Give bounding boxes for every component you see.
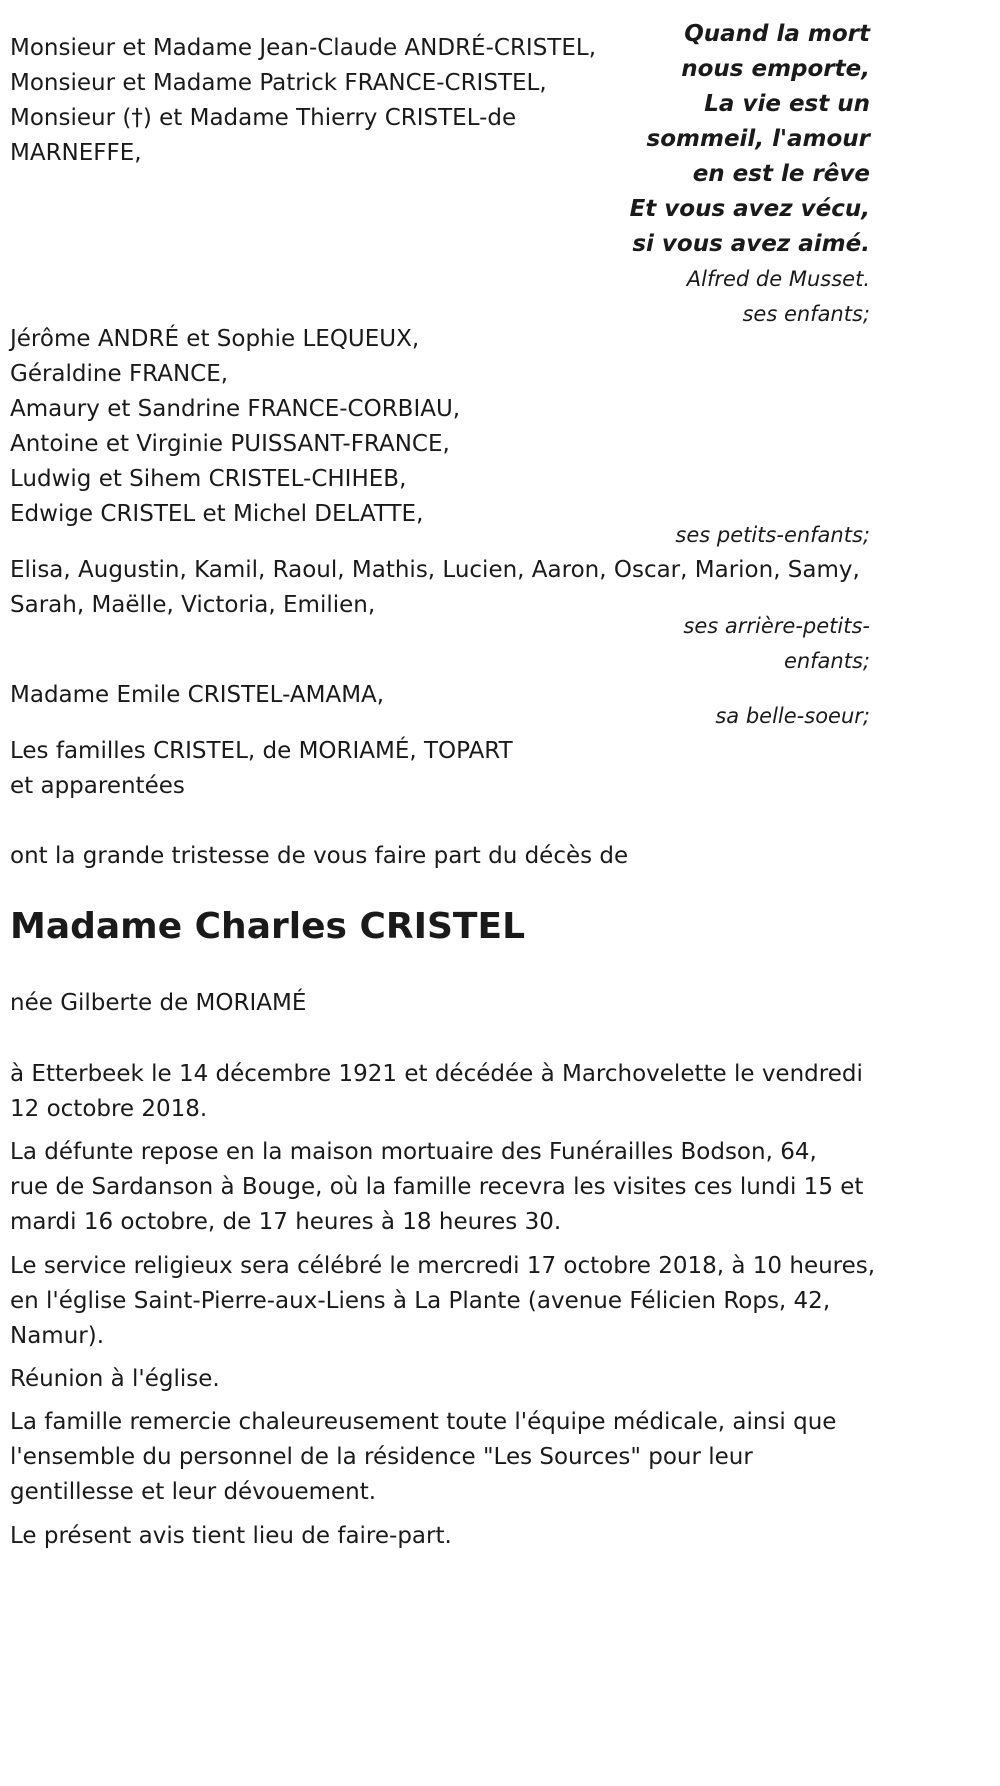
grandchildren-role: ses petits-enfants; <box>675 523 870 547</box>
poem-line: La vie est un <box>704 91 870 117</box>
grandchild-line: Géraldine FRANCE, <box>10 361 229 387</box>
children-role: ses enfants; <box>742 302 870 326</box>
paragraph-line: 12 octobre 2018. <box>10 1096 208 1122</box>
paragraph-line: mardi 16 octobre, de 17 heures à 18 heures 30. <box>10 1209 562 1235</box>
parents-list <box>10 31 596 171</box>
parents-line: Monsieur et Madame Patrick FRANCE-CRISTEL, <box>10 70 547 96</box>
parents-line: Monsieur (†) et Madame Thierry CRISTEL-de <box>10 105 517 131</box>
parents-line: Monsieur et Madame Jean-Claude ANDRÉ-CRISTEL, <box>10 35 597 61</box>
grandchild-line: Amaury et Sandrine FRANCE-CORBIAU, <box>10 396 461 422</box>
paragraph-line: Le service religieux sera célébré le mercredi 17 octobre 2018, à 10 heures, <box>10 1253 876 1279</box>
families <box>10 734 513 804</box>
paragraph-line: La défunte repose en la maison mortuaire des Funérailles Bodson, 64, <box>10 1139 817 1165</box>
poem-line: en est le rêve <box>692 161 870 187</box>
paragraph-line: rue de Sardanson à Bouge, où la famille recevra les visites ces lundi 15 et <box>10 1174 864 1200</box>
deceased-name: Madame Charles CRISTEL <box>10 906 526 947</box>
paragraph-funeral-home <box>10 1135 863 1240</box>
paragraph-reunion <box>10 1362 220 1397</box>
poem-line: sommeil, l'amour <box>646 126 870 152</box>
sister-in-law-role: sa belle-soeur; <box>715 704 870 728</box>
families-line: et apparentées <box>10 773 185 799</box>
paragraph-notice <box>10 1519 452 1554</box>
paragraph-birth-death <box>10 1057 863 1127</box>
paragraph-line: à Etterbeek le 14 décembre 1921 et décédée à Marchovelette le vendredi <box>10 1061 863 1087</box>
paragraph-service <box>10 1249 875 1354</box>
poem-line: nous emporte, <box>681 56 870 82</box>
grandchild-line: Jérôme ANDRÉ et Sophie LEQUEUX, <box>10 326 420 352</box>
poem-line: si vous avez aimé. <box>632 231 870 257</box>
poem-line: Quand la mort <box>684 21 870 47</box>
paragraph-line: Namur). <box>10 1323 105 1349</box>
poem <box>630 17 870 332</box>
grandchild-line: Edwige CRISTEL et Michel DELATTE, <box>10 501 424 527</box>
paragraph-line: La famille remercie chaleureusement toute l'équipe médicale, ainsi que <box>10 1409 837 1435</box>
paragraph-line: l'ensemble du personnel de la résidence "Les Sources" pour leur <box>10 1444 753 1470</box>
paragraph-line: gentillesse et leur dévouement. <box>10 1479 377 1505</box>
paragraph-line: Le présent avis tient lieu de faire-part. <box>10 1523 452 1549</box>
grandchild-line: Antoine et Virginie PUISSANT-FRANCE, <box>10 431 450 457</box>
great-grandchildren-role <box>683 609 870 679</box>
families-line: Les familles CRISTEL, de MORIAMÉ, TOPART <box>10 738 513 764</box>
great-grandchild-line: Elisa, Augustin, Kamil, Raoul, Mathis, Lucien, Aaron, Oscar, Marion, Samy, <box>10 557 860 583</box>
parents-line: MARNEFFE, <box>10 140 142 166</box>
paragraph-thanks <box>10 1405 836 1510</box>
poem-line: Et vous avez vécu, <box>629 196 870 222</box>
great-grandchildren-role-line: ses arrière-petits- <box>683 614 870 638</box>
birth-name: née Gilberte de MORIAMÉ <box>10 990 307 1016</box>
announcement: ont la grande tristesse de vous faire part du décès de <box>10 843 629 869</box>
sister-in-law: Madame Emile CRISTEL-AMAMA, <box>10 682 385 708</box>
poem-author: Alfred de Musset. <box>686 267 870 291</box>
paragraph-line: Réunion à l'église. <box>10 1366 220 1392</box>
great-grandchildren-role-line: enfants; <box>783 649 870 673</box>
great-grandchild-line: Sarah, Maëlle, Victoria, Emilien, <box>10 592 376 618</box>
paragraph-line: en l'église Saint-Pierre-aux-Liens à La Plante (avenue Félicien Rops, 42, <box>10 1288 831 1314</box>
grandchild-line: Ludwig et Sihem CRISTEL-CHIHEB, <box>10 466 407 492</box>
grandchildren-list <box>10 322 460 532</box>
